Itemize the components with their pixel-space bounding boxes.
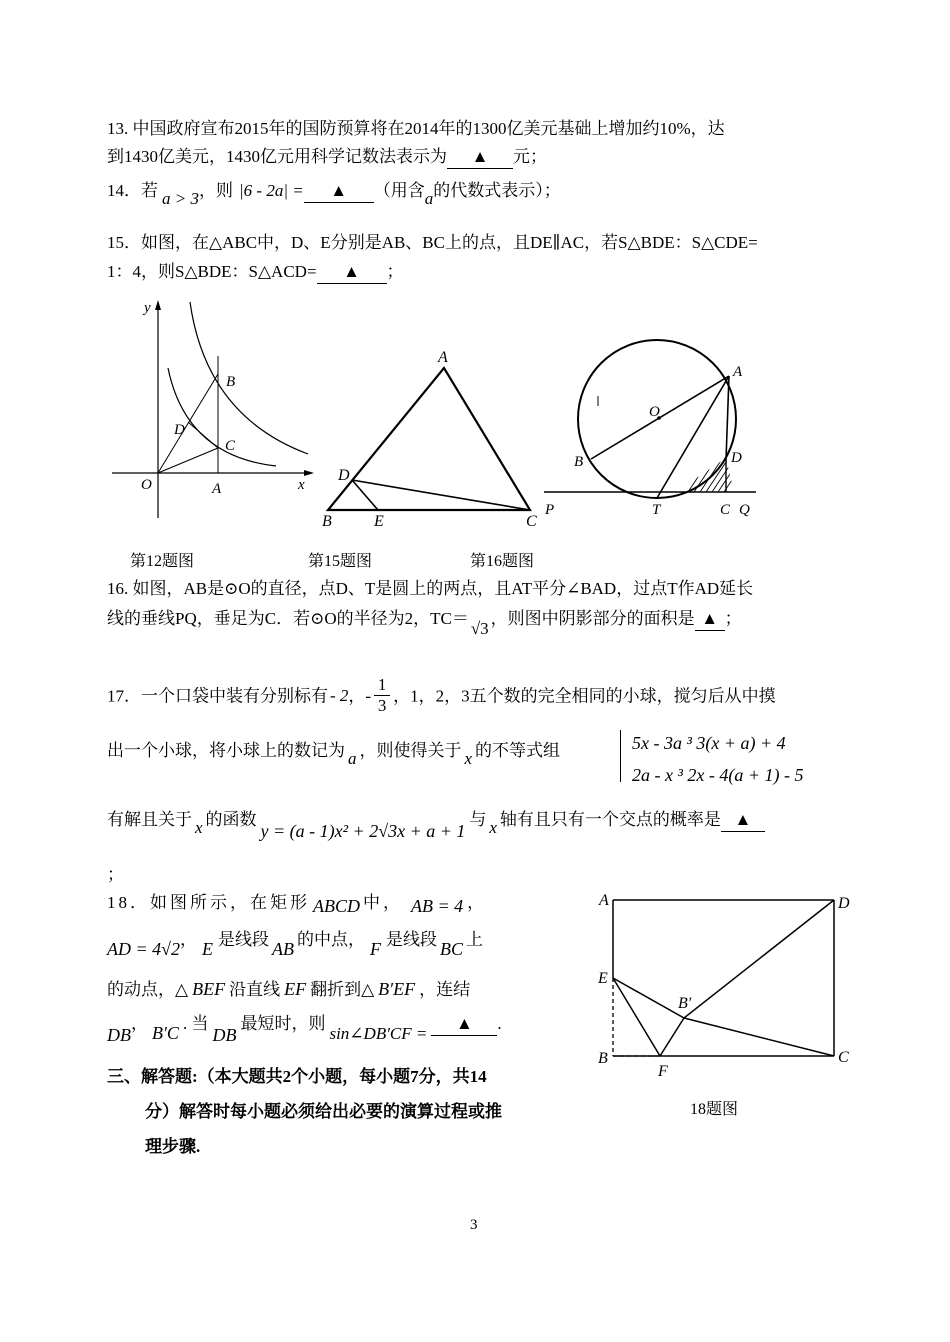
label-B: B	[226, 374, 236, 390]
sqrt3: √3	[470, 619, 489, 638]
figure-12	[108, 296, 320, 522]
caption-fig15: 第15题图	[308, 553, 373, 570]
label-A: A	[599, 892, 609, 909]
q17-end: ；	[107, 865, 124, 884]
section-3-line2: 分）解答时每小题必须给出必要的演算过程或推	[145, 1102, 502, 1121]
label-D: D	[174, 422, 185, 438]
page-number: 3	[470, 1217, 478, 1233]
answer-blank: ▲	[721, 809, 765, 832]
section-3-line3: 理步骤.	[145, 1137, 201, 1156]
figure-16	[540, 334, 770, 526]
q13-line1: 13. 中国政府宣布2015年的国防预算将在2014年的1300亿美元基础上增加约10%，达	[107, 119, 725, 138]
figure-15	[318, 346, 550, 530]
q17-line2: 出一个小球，将小球上的数记为 a ，则使得关于 x 的不等式组	[107, 741, 561, 768]
q13-line2: 到1430亿美元，1430亿元用科学记数法表示为 ▲ 元；	[107, 146, 547, 169]
label-F: F	[658, 1063, 668, 1078]
q18-line2: AD = 4√2， E 是线段 AB 的中点， F 是线段 BC 上	[107, 930, 484, 959]
label-O: O	[141, 477, 152, 493]
label-A: A	[212, 481, 222, 497]
q16-line1: 16. 如图，AB是⊙O的直径，点D、T是圆上的两点，且AT平分∠BAD，过点T作AD延长	[107, 579, 754, 598]
q15-line1: 15．如图，在△ABC中，D、E分别是AB、BC上的点，且DE∥AC，若S△BDE：S△CDE=	[107, 233, 758, 252]
label-C: C	[225, 438, 236, 454]
label-D: D	[338, 467, 350, 484]
brace	[620, 730, 629, 782]
label-B: B	[598, 1050, 608, 1067]
label-A: A	[733, 364, 743, 380]
label-C: C	[526, 513, 537, 530]
label-D: D	[838, 895, 850, 912]
label-C: C	[720, 502, 731, 518]
answer-blank: ▲	[304, 180, 374, 203]
q18-line3: 的动点，△ BEF 沿直线 EF 翻折到△ B′EF ，连结	[107, 979, 471, 999]
inequality-1: 5x - 3a ³ 3(x + a) + 4	[632, 733, 786, 753]
function-expr: y = (a - 1)x² + 2√3x + a + 1	[260, 821, 466, 841]
label-x: x	[298, 477, 305, 493]
answer-blank: ▲	[447, 146, 513, 169]
answer-blank: ▲	[431, 1013, 497, 1036]
inequality-2: 2a - x ³ 2x - 4(a + 1) - 5	[632, 765, 804, 785]
q15-line2: 1：4，则S△BDE：S△ACD= ▲ ；	[107, 261, 404, 284]
label-Q: Q	[739, 502, 750, 518]
label-A: A	[438, 349, 448, 366]
label-O: O	[649, 404, 660, 420]
label-B: B	[574, 454, 584, 470]
label-C: C	[838, 1049, 849, 1066]
q16-line2: 线的垂线PQ，垂足为C．若⊙O的半径为2，TC＝√3，则图中阴影部分的面积是 ▲ ；	[107, 609, 742, 638]
q14-line: 14．若 a > 3，则 |6 - 2a| = ▲ （用含a的代数式表示）；	[107, 181, 561, 208]
label-D: D	[731, 450, 742, 466]
caption-fig16: 第16题图	[470, 553, 535, 570]
label-E: E	[374, 513, 384, 530]
q17-line1: 17．一个口袋中装有分别标有 - 2，- $\frac{1}{3}$ ，1，2，3五个数的完全相同的小球，搅匀后从中摸	[107, 675, 776, 715]
q18-line4: DB， B′C . 当DB最短时，则sin∠DB′CF =▲ .	[107, 1014, 502, 1045]
answer-blank: ▲	[317, 261, 387, 284]
section-3-line1: 三、解答题:（本大题共2个小题，每小题7分，共14	[107, 1067, 487, 1086]
label-B-prime: B′	[678, 995, 692, 1012]
label-E: E	[598, 970, 608, 987]
q18-line1: 18．如图所示，在矩形 ABCD 中， AB = 4 ，	[107, 893, 488, 916]
fraction-one-third: $\frac{1}{3}$	[374, 675, 390, 716]
label-P: P	[545, 502, 555, 518]
label-y: y	[144, 300, 151, 316]
q17-line3: 有解且关于 x 的函数y = (a - 1)x² + 2√3x + a + 1与 x 轴有且只有一个交点的概率是 ▲	[107, 808, 765, 832]
caption-fig12: 第12题图	[130, 553, 195, 570]
answer-blank: ▲	[695, 608, 725, 631]
label-T: T	[652, 502, 661, 518]
figure-18	[592, 886, 860, 1078]
label-B: B	[322, 513, 332, 530]
caption-fig18: 18题图	[690, 1101, 739, 1118]
